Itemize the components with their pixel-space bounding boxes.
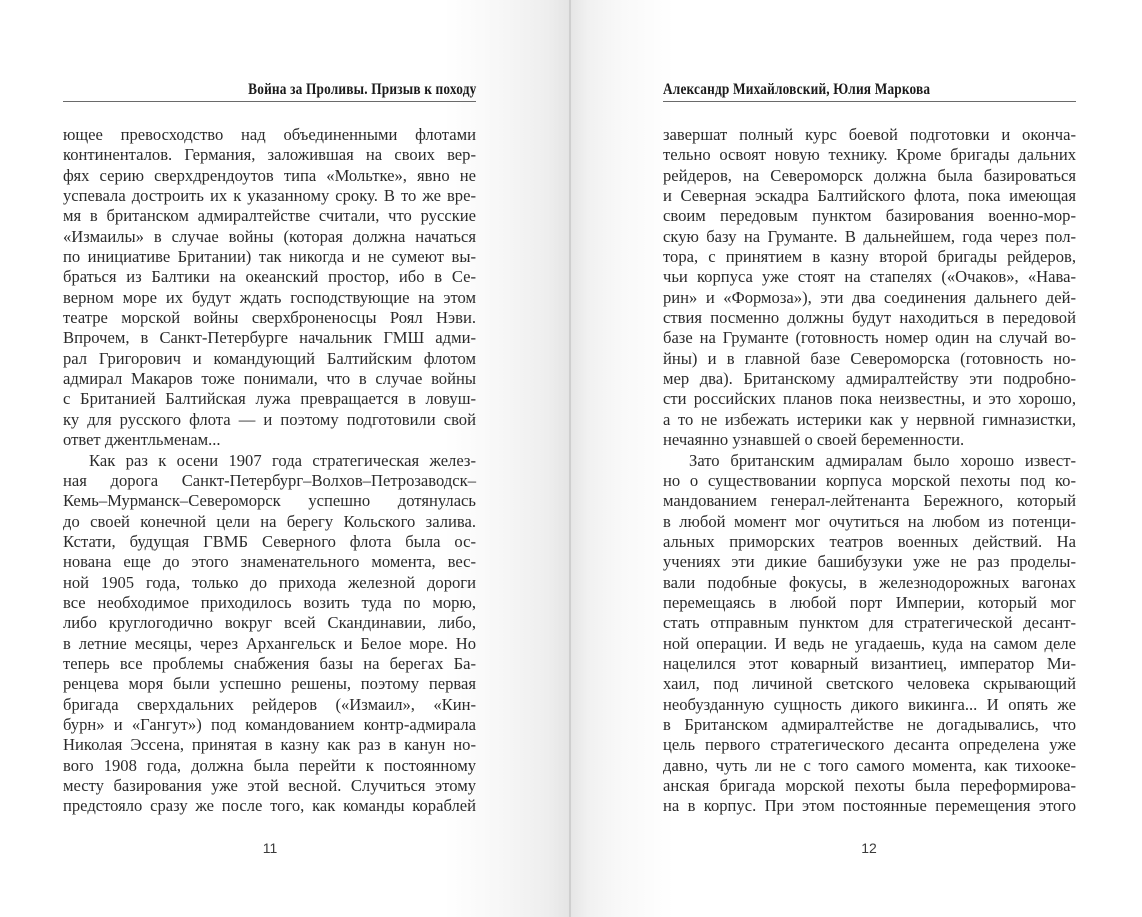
text-line: но о существовании корпуса морской пехоты под ко- <box>663 470 1076 490</box>
text-line: успевала достроить их к указанному сроку. В то же вре- <box>63 186 476 206</box>
text-line: все необходимое приходилось возить туда по морю, <box>63 592 476 612</box>
text-line: бурн» и «Гангут») под командованием контр-адмирала <box>63 714 476 734</box>
text-line: театре морской войны сверхброненосцы Роял Нэви. <box>63 308 476 328</box>
text-line: сти российских планов пока неизвестны, и это хорошо, <box>663 389 1076 409</box>
text-line: континенталов. Германия, заложившая на своих вер- <box>63 145 476 165</box>
text-line: и Северная эскадра Балтийского флота, пока имеющая <box>663 186 1076 206</box>
text-line: Николая Эссена, принятая в казну как раз в канун но- <box>63 735 476 755</box>
paragraph-end-line: ответ джентльменам... <box>63 430 221 450</box>
text-line: ной 1905 года, только до прихода железной дороги <box>63 572 476 592</box>
text-line: базе на Груманте (готовность номер один на случай во- <box>663 328 1076 348</box>
text-line: мя в британском адмиралтействе считали, что русские <box>63 206 476 226</box>
text-line: чьи корпуса уже стоят на стапелях («Очаков», «Нава- <box>663 267 1076 287</box>
text-line: теперь все проблемы снабжения базы на берегах Ба- <box>63 653 476 673</box>
text-line: Кстати, будущая ГВМБ Северного флота была ос- <box>63 531 476 551</box>
text-line: рейдеров, на Североморск должна была базироваться <box>663 165 1076 185</box>
header-rule <box>663 101 1076 102</box>
text-line: ствия посменно должны будут находиться в передовой <box>663 308 1076 328</box>
text-line: в Британском адмиралтействе не догадывались, что <box>663 714 1076 734</box>
page-number: 12 <box>861 840 877 856</box>
text-line: стать отправным пунктом для стратегической десант- <box>663 613 1076 633</box>
right-page <box>571 0 1142 917</box>
text-line: анская бригада морской пехоты была переформирова- <box>663 776 1076 795</box>
text-line: завершат полный курс боевой подготовки и оконча- <box>663 125 1076 144</box>
text-line: «Измаилы» в случае войны (которая должна начаться <box>63 226 476 246</box>
text-line: а то не избежать истерики как у нервной гимназистки, <box>663 409 1076 429</box>
text-line: в летние месяцы, через Архангельск и Белое море. Но <box>63 633 476 653</box>
text-line: либо круглогодично вокруг всей Скандинавии, либо, <box>63 613 476 633</box>
text-line: фях серию сверхдрендоутов типа «Мольтке», явно не <box>63 165 476 185</box>
paragraph-start-line: Зато британским адмиралам было хорошо извест- <box>689 450 1076 470</box>
left-page <box>0 0 570 917</box>
text-line: давно, чуть ли не с того самого момента, как тихооке- <box>663 755 1076 775</box>
page-body <box>63 125 476 817</box>
text-line: ренцева моря были успешно решены, поэтому первая <box>63 674 476 694</box>
text-line: цель первого стратегического десанта определена уже <box>663 735 1076 755</box>
text-line: браться из Балтики на океанский простор, ибо в Се- <box>63 267 476 287</box>
text-line: мер два). Британскому адмиралтейству эти подробно- <box>663 369 1076 389</box>
text-line: ку для русского флота — и поэтому подготовили свой <box>63 409 476 429</box>
header-rule <box>63 101 476 102</box>
text-line: своим передовым пунктом базирования военно-мор- <box>663 206 1076 226</box>
paragraph-end-line: нечаянно узнавшей о своей беременности. <box>663 430 965 450</box>
text-line: Впрочем, в Санкт-Петербурге начальник ГМШ адми- <box>63 328 476 348</box>
text-line: скую базу на Груманте. В дальнейшем, года через пол- <box>663 226 1076 246</box>
page-body <box>663 125 1076 817</box>
text-line: на в корпус. При этом постоянные перемещения этого <box>663 796 1076 816</box>
page-number: 11 <box>262 840 278 856</box>
text-line: в любой момент мог очутиться на любом из потенци- <box>663 511 1076 531</box>
running-head-authors: Александр Михайловский, Юлия Маркова <box>663 81 931 98</box>
running-head-title: Война за Проливы. Призыв к походу <box>247 81 476 98</box>
text-line: учениях эти дикие башибузуки уже не раз проделы- <box>663 552 1076 572</box>
text-line: необузданную сущность дикого викинга... И опять же <box>663 694 1076 714</box>
text-line: нована еще до этого знаменательного момента, вес- <box>63 552 476 572</box>
text-line: тора, с принятием в казну второй бригады рейдеров, <box>663 247 1076 267</box>
text-line: вого 1908 года, должна была перейти к постоянному <box>63 755 476 775</box>
text-line: по инициативе Британии) так никогда и не сумеют вы- <box>63 247 476 267</box>
text-line: предстояло сразу же после того, как команды кораблей <box>63 796 476 816</box>
text-line: рал Григорович и командующий Балтийским флотом <box>63 348 476 368</box>
text-line: Кемь–Мурманск–Североморск успешно дотянулась <box>63 491 476 511</box>
text-line: бригада сверхдальних рейдеров («Измаил», «Кин- <box>63 694 476 714</box>
text-line: верном море их будут ждать господствующие на этом <box>63 287 476 307</box>
text-line: нацелился этот коварный византиец, император Ми- <box>663 653 1076 673</box>
text-line: месту базирования уже этой весной. Случиться этому <box>63 776 476 795</box>
text-line: ющее превосходство над объединенными флотами <box>63 125 476 144</box>
text-line: адмирал Макаров тоже понимали, что в случае войны <box>63 369 476 389</box>
book-gutter <box>569 0 571 917</box>
paragraph-start-line: Как раз к осени 1907 года стратегическая желез- <box>89 450 476 470</box>
text-line: мандованием генерал-лейтенанта Бережного, который <box>663 491 1076 511</box>
text-line: перемещаясь в любой порт Империи, который мог <box>663 592 1076 612</box>
text-line: с Британией Балтийская лужа превращается в ловуш- <box>63 389 476 409</box>
text-line: хаил, под личиной светского человека скрывающий <box>663 674 1076 694</box>
text-line: ной операции. И ведь не угадаешь, куда на самом деле <box>663 633 1076 653</box>
text-line: рин» и «Формоза»), эти два соединения дальнего дей- <box>663 287 1076 307</box>
text-line: до своей конечной цели на берегу Кольского залива. <box>63 511 476 531</box>
text-line: йны) и в главной базе Североморска (готовность но- <box>663 348 1076 368</box>
text-line: тельно освоят новую технику. Кроме бригады дальних <box>663 145 1076 165</box>
text-line: ная дорога Санкт-Петербург–Волхов–Петрозаводск– <box>63 470 476 490</box>
text-line: альных приморских театров военных действий. На <box>663 531 1076 551</box>
text-line: вали подобные фокусы, в железнодорожных вагонах <box>663 572 1076 592</box>
